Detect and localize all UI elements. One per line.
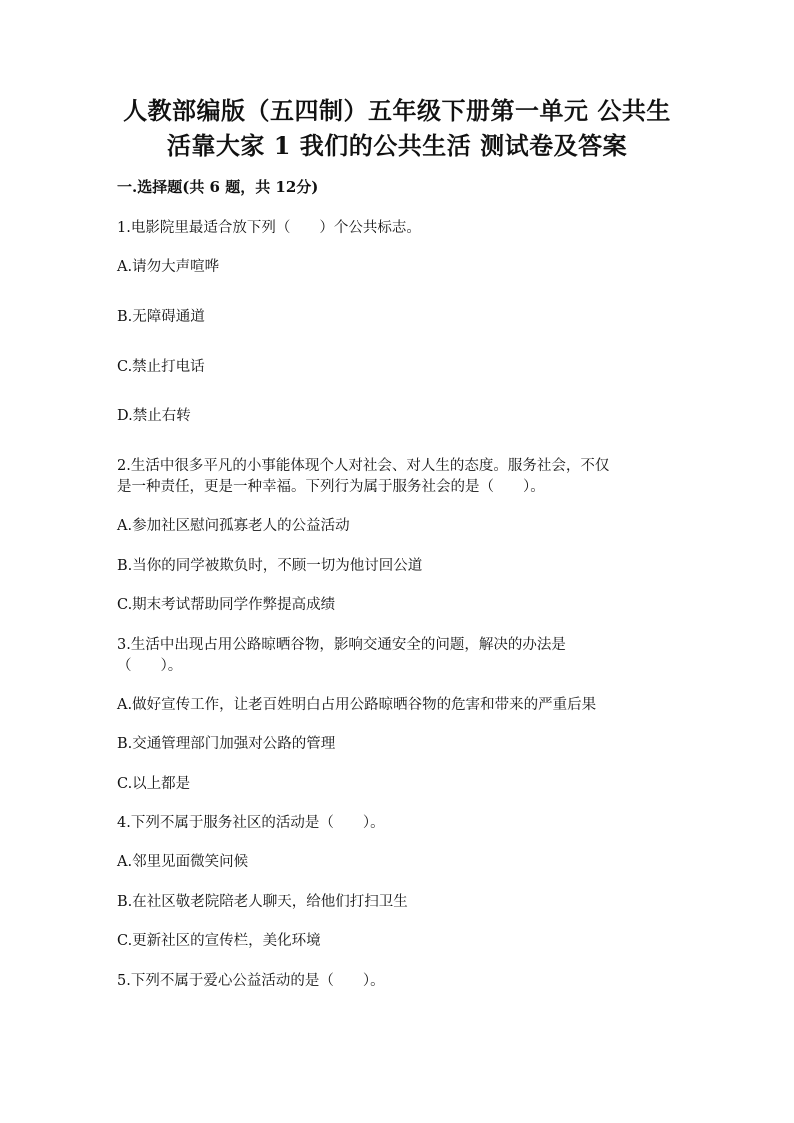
question-2-option-b: B.当你的同学被欺负时，不顾一切为他讨回公道 xyxy=(117,558,423,574)
question-4-option-c: C.更新社区的宣传栏，美化环境 xyxy=(117,933,321,949)
question-1-option-b: B.无障碍通道 xyxy=(117,309,205,325)
document-title-line-1: 人教部编版（五四制）五年级下册第一单元 公共生 xyxy=(123,96,671,125)
question-1-option-c: C.禁止打电话 xyxy=(117,359,205,375)
question-3-option-b: B.交通管理部门加强对公路的管理 xyxy=(117,736,336,752)
question-1-stem: 1.电影院里最适合放下列（ ）个公共标志。 xyxy=(117,220,421,236)
question-3-option-a: A.做好宣传工作，让老百姓明白占用公路晾晒谷物的危害和带来的严重后果 xyxy=(117,697,597,713)
question-2-stem-line-2: 是一种责任，更是一种幸福。下列行为属于服务社会的是（ ）。 xyxy=(117,479,545,495)
question-2-option-a: A.参加社区慰问孤寡老人的公益活动 xyxy=(117,518,350,534)
question-3-stem-line-1: 3.生活中出现占用公路晾晒谷物，影响交通安全的问题，解决的办法是 xyxy=(117,637,566,653)
section-heading: 一.选择题(共 6 题，共 12分) xyxy=(117,178,319,196)
question-1-option-a: A.请勿大声喧哗 xyxy=(117,259,220,275)
question-5-stem: 5.下列不属于爱心公益活动的是（ ）。 xyxy=(117,973,385,989)
question-2-stem-line-1: 2.生活中很多平凡的小事能体现个人对社会、对人生的态度。服务社会，不仅 xyxy=(117,458,610,474)
question-4-option-a: A.邻里见面微笑问候 xyxy=(117,854,249,870)
document-title-line-2: 活靠大家 1 我们的公共生活 测试卷及答案 xyxy=(166,131,628,160)
question-1-option-d: D.禁止右转 xyxy=(117,408,191,424)
question-4-stem: 4.下列不属于服务社区的活动是（ ）。 xyxy=(117,815,385,831)
question-2-option-c: C.期末考试帮助同学作弊提高成绩 xyxy=(117,597,336,613)
question-3-option-c: C.以上都是 xyxy=(117,776,191,792)
question-3-stem-line-2: （ ）。 xyxy=(117,658,183,674)
question-4-option-b: B.在社区敬老院陪老人聊天，给他们打扫卫生 xyxy=(117,894,408,910)
